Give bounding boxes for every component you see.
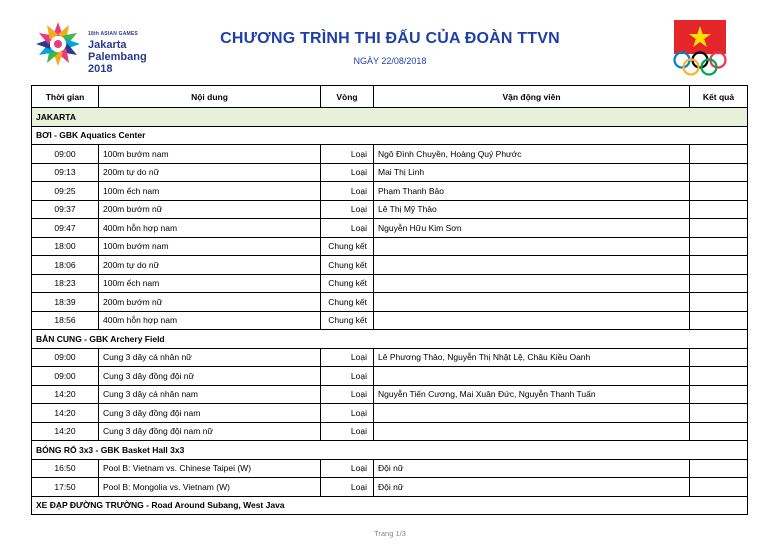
cell-result — [690, 422, 748, 441]
cell-round: Loại — [321, 385, 374, 404]
sport-section-row — [32, 330, 748, 349]
cell-result — [690, 219, 748, 238]
cell-event: 100m ếch nam — [99, 182, 321, 201]
cell-round: Loại — [321, 459, 374, 478]
cell-result — [690, 256, 748, 275]
cell-event: Cung 3 dây đồng đội nữ — [99, 367, 321, 386]
cell-round: Chung kết — [321, 256, 374, 275]
sport-section-row — [32, 441, 748, 460]
cell-time: 09:13 — [32, 163, 99, 182]
cell-time: 09:00 — [32, 348, 99, 367]
cell-athletes — [374, 367, 690, 386]
table-row — [32, 274, 748, 293]
logo-year: 2018 — [88, 63, 113, 75]
cell-round: Loại — [321, 367, 374, 386]
cell-time: 18:56 — [32, 311, 99, 330]
table-row — [32, 459, 748, 478]
table-row — [32, 163, 748, 182]
cell-time: 18:39 — [32, 293, 99, 312]
schedule-table — [31, 85, 748, 515]
cell-time: 09:00 — [32, 367, 99, 386]
cell-event: Cung 3 dây cá nhân nữ — [99, 348, 321, 367]
asian-games-logo — [34, 16, 154, 75]
col-header-round: Vòng — [321, 86, 374, 108]
table-row — [32, 200, 748, 219]
page-number: Trang 1/3 — [374, 529, 406, 538]
table-row — [32, 348, 748, 367]
asian-games-wordmark — [88, 23, 147, 75]
table-row — [32, 422, 748, 441]
cell-event: 400m hỗn hợp nam — [99, 311, 321, 330]
cell-round: Loại — [321, 182, 374, 201]
cell-result — [690, 182, 748, 201]
logo-city-1: Jakarta — [88, 39, 127, 51]
table-row — [32, 478, 748, 497]
table-row — [32, 237, 748, 256]
cell-result — [690, 200, 748, 219]
cell-athletes: Nguyễn Tiến Cương, Mai Xuân Đức, Nguyễn Thanh Tuấn — [374, 385, 690, 404]
cell-event: Pool B: Mongolia vs. Vietnam (W) — [99, 478, 321, 497]
vietnam-olympic-logo — [668, 20, 732, 76]
sport-section-title: BÓNG RỔ 3x3 - GBK Basket Hall 3x3 — [32, 441, 748, 460]
cell-round: Loại — [321, 422, 374, 441]
col-header-event: Nội dung — [99, 86, 321, 108]
cell-round: Chung kết — [321, 237, 374, 256]
sport-section-title: BƠI - GBK Aquatics Center — [32, 126, 748, 145]
cell-athletes — [374, 404, 690, 423]
sport-section-row — [32, 126, 748, 145]
page-title: CHƯƠNG TRÌNH THI ĐẤU CỦA ĐOÀN TTVN — [220, 30, 560, 47]
col-header-time: Thời gian — [32, 86, 99, 108]
table-row — [32, 182, 748, 201]
cell-round: Loại — [321, 163, 374, 182]
cell-event: Cung 3 dây đồng đội nam nữ — [99, 422, 321, 441]
cell-athletes — [374, 256, 690, 275]
cell-event: Cung 3 dây cá nhân nam — [99, 385, 321, 404]
cell-result — [690, 274, 748, 293]
cell-athletes: Đội nữ — [374, 478, 690, 497]
cell-result — [690, 237, 748, 256]
cell-result — [690, 293, 748, 312]
cell-round: Chung kết — [321, 274, 374, 293]
cell-time: 14:20 — [32, 422, 99, 441]
cell-event: 200m tự do nữ — [99, 256, 321, 275]
page-date: NGÀY 22/08/2018 — [353, 56, 427, 66]
cell-time: 18:00 — [32, 237, 99, 256]
cell-event: Pool B: Vietnam vs. Chinese Taipei (W) — [99, 459, 321, 478]
col-header-athletes: Vận động viên — [374, 86, 690, 108]
cell-time: 16:50 — [32, 459, 99, 478]
cell-result — [690, 367, 748, 386]
cell-result — [690, 478, 748, 497]
cell-result — [690, 459, 748, 478]
table-row — [32, 404, 748, 423]
cell-athletes: Nguyễn Hữu Kim Sơn — [374, 219, 690, 238]
cell-time: 14:20 — [32, 404, 99, 423]
cell-athletes — [374, 293, 690, 312]
cell-event: 200m bướm nữ — [99, 293, 321, 312]
cell-athletes: Đội nữ — [374, 459, 690, 478]
cell-round: Loại — [321, 200, 374, 219]
cell-time: 09:25 — [32, 182, 99, 201]
cell-time: 14:20 — [32, 385, 99, 404]
cell-event: Cung 3 dây đồng đội nam — [99, 404, 321, 423]
cell-event: 200m tự do nữ — [99, 163, 321, 182]
cell-athletes — [374, 274, 690, 293]
table-row — [32, 385, 748, 404]
cell-event: 200m bướm nữ — [99, 200, 321, 219]
region-label: JAKARTA — [32, 108, 748, 127]
cell-result — [690, 311, 748, 330]
cell-athletes: Lê Phương Thảo, Nguyễn Thị Nhật Lệ, Châu Kiều Oanh — [374, 348, 690, 367]
sport-section-title: XE ĐẠP ĐƯỜNG TRƯỜNG - Road Around Subang, West Java — [32, 496, 748, 515]
table-row — [32, 219, 748, 238]
cell-athletes: Ngô Đình Chuyền, Hoàng Quý Phước — [374, 145, 690, 164]
cell-time: 17:50 — [32, 478, 99, 497]
cell-result — [690, 163, 748, 182]
asian-games-emblem-icon — [34, 20, 82, 68]
cell-round: Loại — [321, 404, 374, 423]
cell-round: Chung kết — [321, 311, 374, 330]
region-row — [32, 108, 748, 127]
cell-round: Loại — [321, 145, 374, 164]
cell-time: 09:37 — [32, 200, 99, 219]
cell-result — [690, 385, 748, 404]
table-row — [32, 256, 748, 275]
logo-edition: 18th ASIAN GAMES — [88, 31, 138, 37]
table-row — [32, 311, 748, 330]
cell-result — [690, 145, 748, 164]
table-row — [32, 293, 748, 312]
olympic-rings-icon — [675, 53, 726, 75]
sport-section-title: BẮN CUNG - GBK Archery Field — [32, 330, 748, 349]
logo-city-2: Palembang — [88, 51, 147, 63]
cell-round: Chung kết — [321, 293, 374, 312]
cell-time: 18:06 — [32, 256, 99, 275]
cell-athletes: Lê Thị Mỹ Thảo — [374, 200, 690, 219]
cell-event: 100m bướm nam — [99, 145, 321, 164]
cell-athletes: Mai Thị Linh — [374, 163, 690, 182]
cell-round: Loại — [321, 219, 374, 238]
cell-result — [690, 348, 748, 367]
cell-athletes — [374, 311, 690, 330]
cell-athletes — [374, 422, 690, 441]
cell-event: 400m hỗn hợp nam — [99, 219, 321, 238]
cell-time: 09:00 — [32, 145, 99, 164]
col-header-result: Kết quả — [690, 86, 748, 108]
table-header-row — [32, 86, 748, 108]
cell-time: 09:47 — [32, 219, 99, 238]
sport-section-row — [32, 496, 748, 515]
cell-time: 18:23 — [32, 274, 99, 293]
table-row — [32, 367, 748, 386]
table-row — [32, 145, 748, 164]
cell-athletes — [374, 237, 690, 256]
cell-event: 100m bướm nam — [99, 237, 321, 256]
cell-result — [690, 404, 748, 423]
cell-round: Loại — [321, 348, 374, 367]
cell-round: Loại — [321, 478, 374, 497]
cell-event: 100m ếch nam — [99, 274, 321, 293]
cell-athletes: Phạm Thanh Bảo — [374, 182, 690, 201]
